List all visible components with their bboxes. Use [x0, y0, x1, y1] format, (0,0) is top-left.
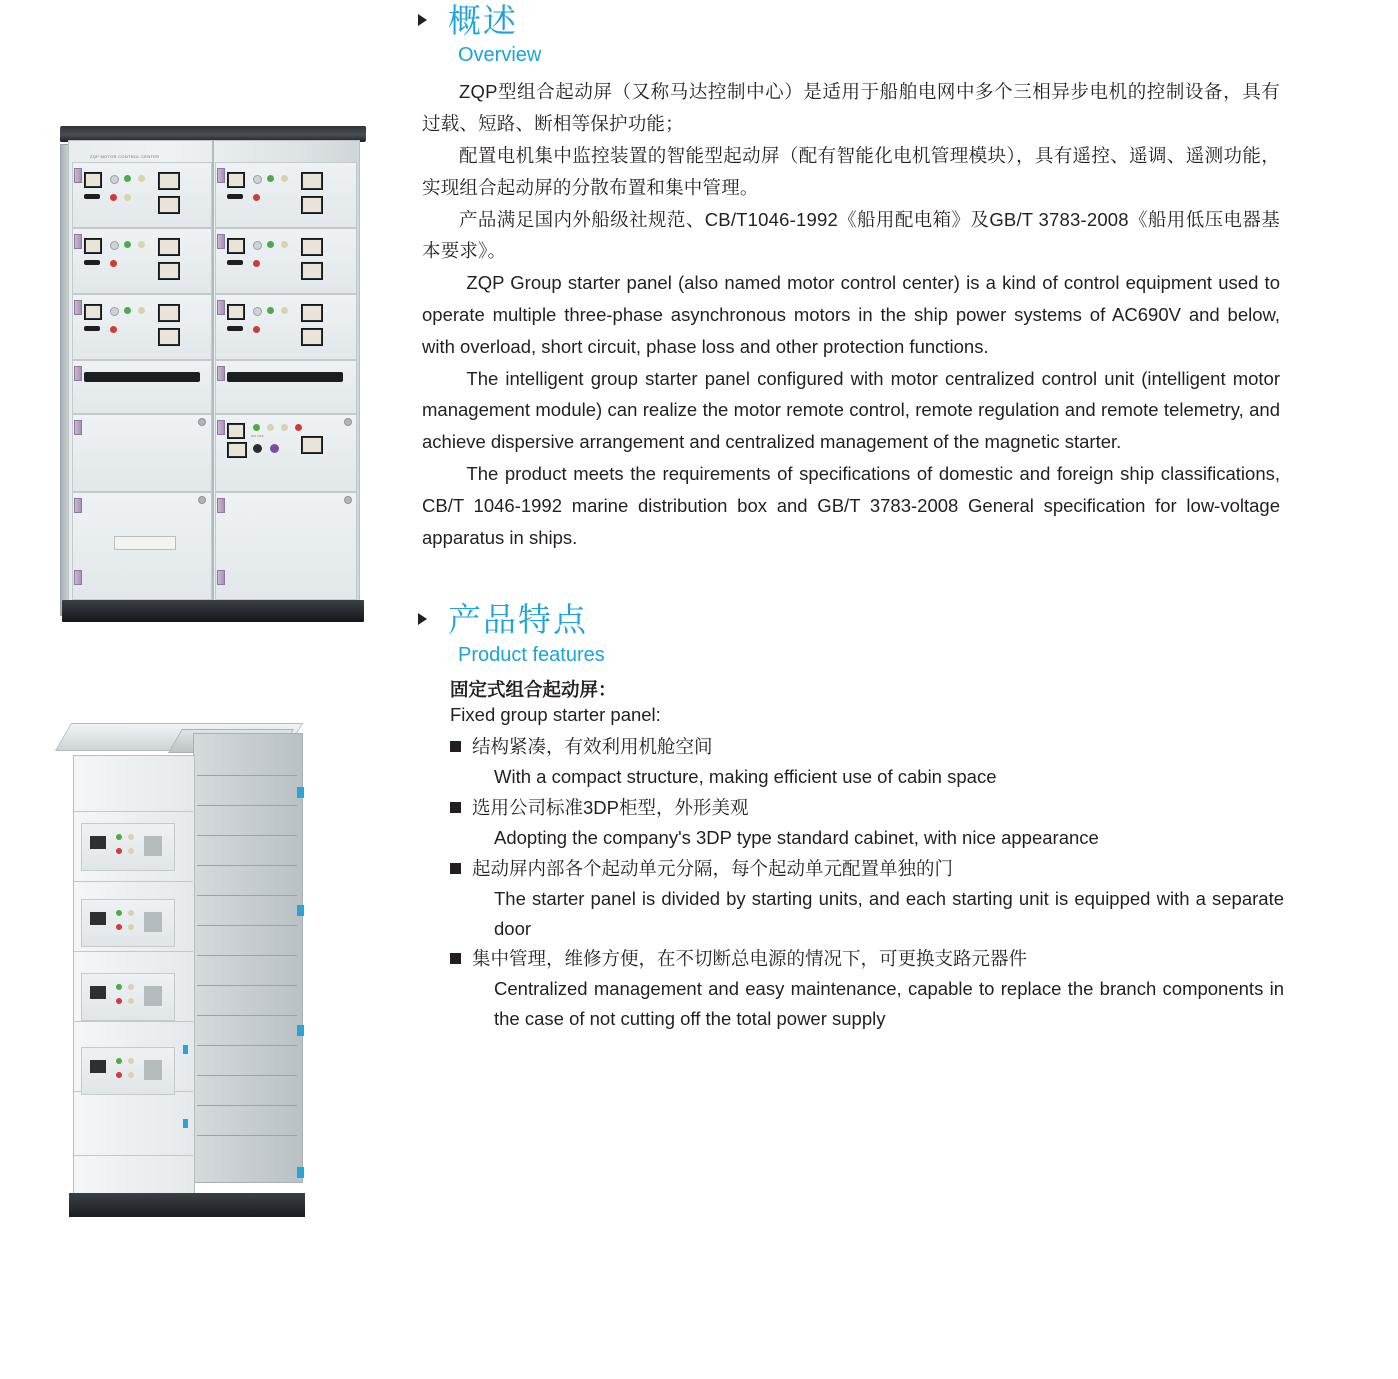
hinge [74, 498, 82, 513]
feature-cn: 起动屏内部各个起动单元分隔，每个起动单元配置单独的门 [472, 857, 954, 879]
indicator-lamp-white [267, 424, 274, 431]
overview-body [422, 76, 1280, 553]
list-item [414, 944, 1284, 1034]
indicator-lamp-green [267, 241, 274, 248]
door-handle-bar [227, 372, 343, 382]
indicator-lamp-red [295, 424, 302, 431]
selector-switch [144, 1060, 162, 1080]
indicator-lamp-green [267, 175, 274, 182]
selector-switch [253, 241, 262, 250]
ammeter [90, 912, 106, 925]
feature-cn: 选用公司标准3DP柜型，外形美观 [472, 796, 749, 818]
selector-knob [253, 444, 262, 453]
content-column [414, 0, 1284, 1035]
indicator-lamp-white [128, 1058, 134, 1064]
section-spacer [414, 553, 1284, 599]
feature-en: Adopting the company's 3DP type standard cabinet, with nice appearance [494, 826, 1099, 848]
cabinet-base [69, 1193, 305, 1217]
indicator-lamp-white [281, 424, 288, 431]
indicator-lamp-white [281, 175, 288, 182]
square-bullet-icon [450, 741, 461, 752]
paragraph-cn: 产品满足国内外船级社规范、CB/T1046-1992《船用配电箱》及GB/T 3783-2008《船用低压电器基本要求》。 [422, 208, 1280, 262]
indicator-lamp-white [138, 241, 145, 248]
paragraph-en: ZQP Group starter panel (also named motor control center) is a kind of control equipment used to operate multiple three-phase asynchronous motors in the ship power systems of AC690V and below, with overload, short circuit, phase loss and other protection functions. [422, 272, 1280, 357]
indicator-lamp-green [124, 307, 131, 314]
hinge [217, 300, 225, 315]
page-title: 概述 [448, 2, 518, 39]
indicator-lamp-green [116, 1058, 122, 1064]
paragraph-en: The intelligent group starter panel configured with motor centralized control unit (intelligent motor management module) can realize the motor remote control, remote regulation and remote telemetry, and achieve dispersive arrangement and centralized management of the magnetic starter. [422, 367, 1280, 453]
starter-unit-panel [81, 1047, 175, 1095]
feature-en: Centralized management and easy maintenance, capable to replace the branch components in the case of not cutting off the total power supply [494, 978, 1284, 1030]
selector-switch [253, 307, 262, 316]
door-latch [344, 496, 352, 504]
indicator-lamp-white [281, 307, 288, 314]
list-item [414, 732, 1284, 792]
selector-switch [110, 307, 119, 316]
hinge [217, 498, 225, 513]
hinge [217, 168, 225, 183]
selector-switch [110, 175, 119, 184]
indicator-lamp-white [128, 910, 134, 916]
push-button-bar [227, 194, 243, 199]
indicator-lamp-white [281, 241, 288, 248]
ammeter [301, 304, 323, 322]
features-subtitle-en: Fixed group starter panel: [450, 703, 661, 725]
ammeter [227, 304, 245, 320]
ammeter [158, 172, 180, 190]
ammeter [90, 1060, 106, 1073]
photo-front-panel [28, 110, 373, 640]
list-item [414, 854, 1284, 944]
cabinet-base [62, 600, 364, 622]
accent-tab [297, 1025, 304, 1036]
features-subtitle-cn: 固定式组合起动屏： [450, 678, 617, 700]
indicator-lamp-green [116, 834, 122, 840]
hinge [74, 366, 82, 381]
selector-switch [144, 986, 162, 1006]
cabinet-side-face [193, 733, 303, 1183]
hinge [217, 570, 225, 585]
starter-unit [215, 492, 357, 600]
indicator-lamp-green [116, 984, 122, 990]
hinge [74, 234, 82, 249]
indicator-lamp-green [253, 424, 260, 431]
paragraph-en: The product meets the requirements of specifications of domestic and foreign ship classifications, CB/T 1046-1992 marine distribution box and GB/T 3783-2008 General specification for low-voltage apparatus in ships. [422, 463, 1280, 548]
section-title: 产品特点 [448, 601, 588, 639]
indicator-lamp-red [116, 1072, 122, 1078]
ammeter [84, 238, 102, 254]
ammeter [227, 423, 245, 439]
indicator-lamp-red [116, 998, 122, 1004]
indicator-lamp-red [110, 260, 117, 267]
push-button-bar [84, 326, 100, 331]
indicator-lamp-white [138, 307, 145, 314]
ammeter [227, 238, 245, 254]
hinge [217, 234, 225, 249]
indicator-lamp-white [128, 984, 134, 990]
indicator-lamp-red [253, 194, 260, 201]
accent-tab [297, 1167, 304, 1178]
feature-en: With a compact structure, making efficient use of cabin space [494, 765, 997, 787]
starter-unit [215, 360, 357, 414]
hinge [217, 420, 225, 435]
indicator-lamp-white [128, 834, 134, 840]
ammeter [158, 238, 180, 256]
image-column [0, 0, 400, 1379]
selector-switch [110, 241, 119, 250]
ammeter [301, 172, 323, 190]
square-bullet-icon [450, 953, 461, 964]
indicator-lamp-white [128, 998, 134, 1004]
photo-3dp-cabinet [55, 715, 345, 1245]
paragraph-cn: 配置电机集中监控装置的智能型起动屏（配有智能化电机管理模块），具有遥控、遥调、遥测功能，实现组合起动屏的分散布置和集中管理。 [422, 144, 1280, 198]
feature-en: The starter panel is divided by starting units, and each starting unit is equipped with a separate door [494, 887, 1284, 939]
ammeter [90, 836, 106, 849]
ammeter [301, 328, 323, 346]
door-latch [198, 496, 206, 504]
ammeter [301, 196, 323, 214]
indicator-lamp-white [128, 924, 134, 930]
indicator-lamp-red [110, 194, 117, 201]
door-latch [344, 418, 352, 426]
feature-cn: 结构紧凑，有效利用机舱空间 [472, 735, 713, 757]
rating-nameplate [114, 536, 176, 550]
selector-switch [144, 912, 162, 932]
starter-unit-panel [81, 973, 175, 1021]
ammeter [158, 304, 180, 322]
accent-tab [183, 1119, 188, 1128]
indicator-lamp-red [116, 924, 122, 930]
control-label: ON OFF [251, 434, 265, 438]
indicator-lamp-green [124, 241, 131, 248]
indicator-lamp-red [110, 326, 117, 333]
indicator-lamp-green [267, 307, 274, 314]
ammeter [158, 196, 180, 214]
hinge [74, 300, 82, 315]
selector-knob-purple [270, 444, 279, 453]
starter-unit [72, 360, 212, 414]
indicator-lamp-green [116, 910, 122, 916]
indicator-lamp-red [116, 848, 122, 854]
section-subtitle: Product features [458, 643, 605, 666]
cabinet-brand-label: ZQP MOTOR CONTROL CENTER [90, 154, 160, 159]
ammeter [90, 986, 106, 999]
ammeter [158, 328, 180, 346]
starter-unit-panel [81, 823, 175, 871]
starter-unit-panel [81, 899, 175, 947]
push-button-bar [227, 326, 243, 331]
push-button-bar [84, 194, 100, 199]
page-subtitle: Overview [458, 44, 542, 67]
accent-tab [297, 905, 304, 916]
feature-list [414, 732, 1284, 1035]
selector-switch [253, 175, 262, 184]
selector-switch [144, 836, 162, 856]
indicator-lamp-white [128, 1072, 134, 1078]
square-bullet-icon [450, 863, 461, 874]
cabinet-center-split [212, 140, 214, 600]
paragraph-cn: ZQP型组合起动屏（又称马达控制中心）是适用于船舶电网中多个三相异步电机的控制设备，具有过载、短路、断相等保护功能； [422, 81, 1280, 135]
starter-unit [72, 414, 212, 492]
ammeter [84, 172, 102, 188]
indicator-lamp-green [124, 175, 131, 182]
accent-tab [297, 787, 304, 798]
indicator-lamp-white [138, 175, 145, 182]
ammeter [301, 262, 323, 280]
ammeter [301, 436, 323, 454]
indicator-lamp-red [253, 326, 260, 333]
accent-tab [183, 1045, 188, 1054]
section-header-overview [414, 0, 1284, 68]
door-handle-bar [84, 372, 200, 382]
hinge [74, 420, 82, 435]
hinge [74, 570, 82, 585]
ammeter [158, 262, 180, 280]
push-button-bar [227, 260, 243, 265]
ammeter [227, 172, 245, 188]
door-latch [198, 418, 206, 426]
indicator-lamp-white [128, 848, 134, 854]
ammeter [227, 442, 247, 458]
ammeter [301, 238, 323, 256]
list-item [414, 793, 1284, 853]
feature-cn: 集中管理，维修方便，在不切断总电源的情况下，可更换支路元器件 [472, 948, 1028, 970]
hinge [217, 366, 225, 381]
ammeter [84, 304, 102, 320]
indicator-lamp-red [253, 260, 260, 267]
hinge [74, 168, 82, 183]
indicator-lamp-white [124, 194, 131, 201]
triangle-marker-icon [418, 14, 427, 26]
push-button-bar [84, 260, 100, 265]
triangle-marker-icon [418, 613, 427, 625]
square-bullet-icon [450, 802, 461, 813]
section-header-product-features [414, 599, 1284, 667]
